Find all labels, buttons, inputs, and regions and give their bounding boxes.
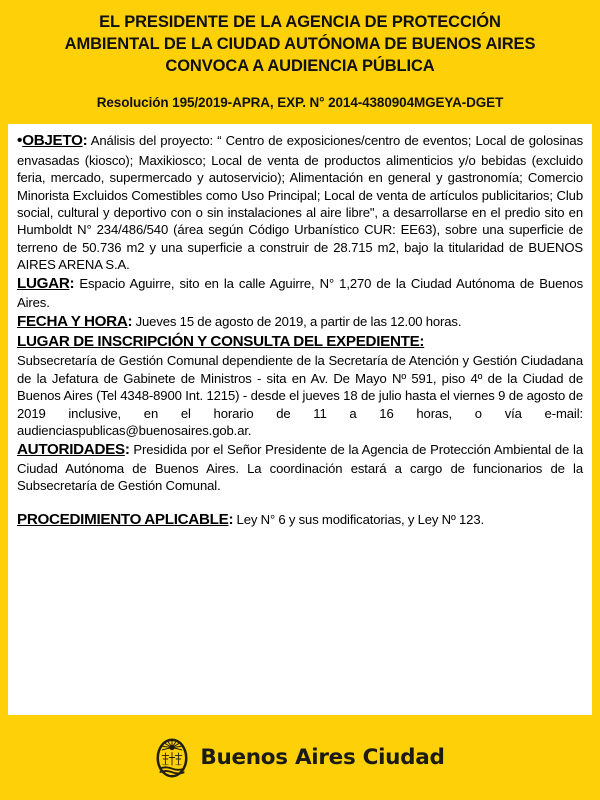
fecha-hora-text: Jueves 15 de agosto de 2019, a partir de las 12.00 horas. xyxy=(132,313,462,329)
section-fecha-hora xyxy=(17,312,583,332)
objeto-label-colon: : xyxy=(82,132,88,150)
objeto-text: Análisis del proyecto: “ Centro de exposiciones/centro de eventos; Local de golosinas envasadas (kiosco); Maxikiosco; Local de venta de productos alimenticios y/o bebidas (excluido feria, mercado, supermercado y autoservicio); Alimentación en general y gastronomía; Comercio Minorista Excluidos Comestibles como Uso Principal; Local de venta de artículos publicitarios; Club social, cultural y deportivo con o sin instalaciones al aire libre", a desarrollarse en el predio sito en Humboldt N° 234/486/540 (área según Código Urbanístico CUR: EE63), sobre una superficie de terreno de 50.736 m2 y una superficie a construir de 28.715 m2, bajo la titularidad de BUENOS AIRES ARENA S.A. xyxy=(17,133,583,273)
fecha-hora-label-colon: : xyxy=(127,312,133,330)
resolution-reference: Resolución 195/2019-APRA, EXP. N° 2014-4380904MGEYA-DGET xyxy=(96,95,504,111)
title-line-1: EL PRESIDENTE DE LA AGENCIA DE PROTECCIÓN xyxy=(99,13,501,31)
fecha-hora-label-text: FECHA Y HORA xyxy=(17,312,128,330)
lugar-text: Espacio Aguirre, sito en la calle Aguirre, N° 1,270 de la Ciudad Autónoma de Buenos Aires. xyxy=(17,275,583,311)
autoridades-label-colon: : xyxy=(124,440,130,458)
buenos-aires-coat-of-arms-icon xyxy=(155,737,189,779)
logo-wordmark: Buenos Aires Ciudad xyxy=(200,745,445,770)
procedimiento-label xyxy=(17,511,233,528)
poster-header xyxy=(0,0,600,124)
autoridades-label-text: AUTORIDADES xyxy=(17,440,125,458)
poster-body xyxy=(0,124,600,715)
section-procedimiento xyxy=(17,510,583,530)
procedimiento-label-colon: : xyxy=(228,510,234,528)
section-autoridades xyxy=(17,440,583,495)
autoridades-text: Presidida por el Señor Presidente de la Agencia de Protección Ambiental de la Ciudad Autónoma de Buenos Aires. La coordinación estará a cargo de funcionarios de la Subsecretaría de Gestión Comunal. xyxy=(17,441,583,494)
poster-footer xyxy=(0,715,600,800)
poster-content xyxy=(8,124,592,715)
lugar-label-colon: : xyxy=(69,274,75,292)
fecha-hora-label xyxy=(17,313,132,330)
inscripcion-label: LUGAR DE INSCRIPCIÓN Y CONSULTA DEL EXPEDIENTE: xyxy=(17,332,425,350)
procedimiento-label-text: PROCEDIMIENTO APLICABLE xyxy=(17,510,229,528)
title-line-3: CONVOCA A AUDIENCIA PÚBLICA xyxy=(165,56,435,75)
section-inscripcion-text: Subsecretaría de Gestión Comunal dependiente de la Secretaría de Atención y Gestión Ciudadana de la Jefatura de Gabinete de Ministros - sita en Av. De Mayo Nº 591, piso 4º de la Ciudad de Buenos Aires (Tel 4348-8900 Int. 1215) - desde el jueves 18 de julio hasta el viernes 9 de agosto de 2019 inclusive, en el horario de 11 a 16 horas, o vía e-mail: audienciaspublicas@buenosaires.gob.ar. xyxy=(17,353,583,439)
autoridades-label xyxy=(17,441,130,458)
objeto-bullet-icon: • xyxy=(17,132,23,150)
objeto-label-text: OBJETO xyxy=(22,132,83,150)
objeto-label xyxy=(22,132,87,149)
title-line-2: AMBIENTAL DE LA CIUDAD AUTÓNOMA DE BUENOS AIRES xyxy=(64,34,536,53)
section-lugar xyxy=(17,274,583,312)
procedimiento-text: Ley N° 6 y sus modificatorias, y Ley Nº 123. xyxy=(233,511,484,527)
left-yellow-rail xyxy=(0,124,8,715)
section-objeto xyxy=(17,131,583,274)
lugar-label xyxy=(17,275,74,292)
page-title xyxy=(26,12,574,77)
right-yellow-rail xyxy=(592,124,600,715)
buenos-aires-ciudad-logo xyxy=(155,737,444,779)
lugar-label-text: LUGAR xyxy=(17,274,70,292)
section-inscripcion-heading xyxy=(17,332,583,352)
